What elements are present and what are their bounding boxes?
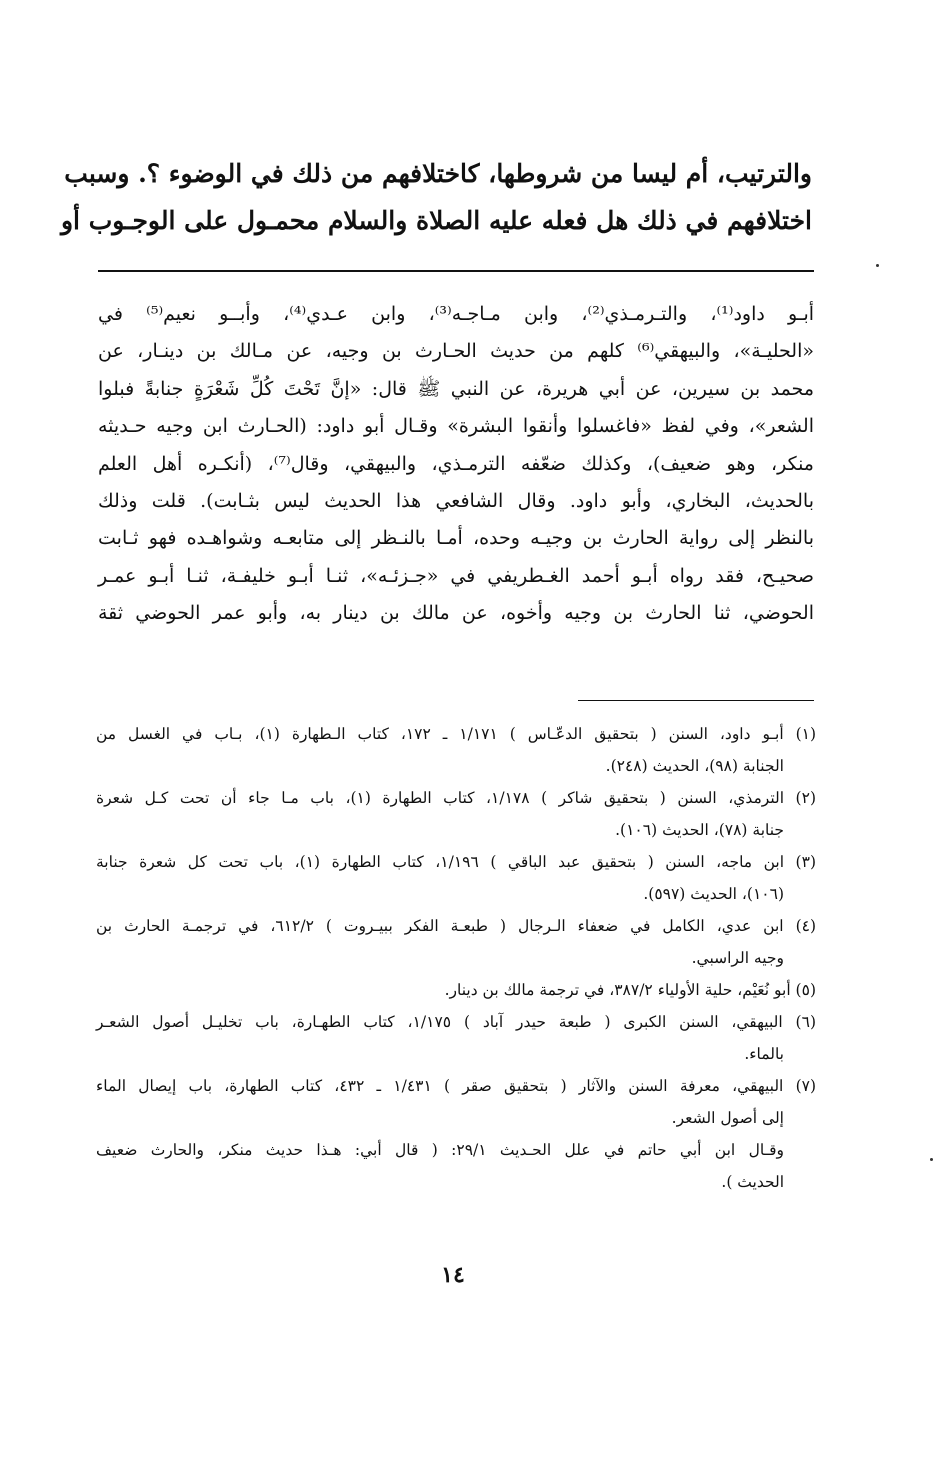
page-number: ١٤ — [441, 1262, 465, 1288]
hadith-commentary — [98, 296, 814, 633]
commentary-line: صحيـح، فقد رواه أبـو أحمد الغـطريفي في «جـزئـه»، ثنـا أبـو خليفـة، ثنـا أبـو عمـر — [98, 564, 814, 587]
footnote-continuation: وجيه الراسبي. — [691, 949, 784, 967]
main-divider — [98, 270, 814, 272]
scan-speck — [930, 1158, 933, 1161]
footnotes — [96, 718, 816, 1198]
footnote-line: (١) أبـو داود، السنن ( بتحقيق الدعّـاس ) ١/١٧١ ـ ١٧٢، كتاب الـطهارة (١)، بـاب في الغسل من — [96, 725, 817, 743]
commentary-line: بالنظر إلى رواية الحارث بن وجيـه وحده، أمـا بالنـظر إلى متابعـه وشواهـده فهو ثـابت — [98, 527, 814, 550]
footnote-line: (٣) ابن ماجه، السنن ( بتحقيق عبد الباقي ) ١/١٩٦، كتاب الطهارة (١)، باب تحت كل شعرة جنابة — [96, 853, 816, 871]
footnote-continuation: جنابة (٧٨)، الحديث (١٠٦). — [615, 821, 784, 839]
main-text — [60, 150, 812, 244]
scan-speck — [876, 264, 879, 267]
footnote-4 — [96, 910, 816, 974]
footnote-line: (٢) الترمذي، السنن ( بتحقيق شاكر ) ١/١٧٨، كتاب الطهارة (١)، باب مـا جاء أن تحت كـل شعرة — [96, 789, 816, 807]
footnote-line: وقـال ابن أبي حاتم في علل الحـديث ٢٩/١: ( قال أبي: هـذا حديث منكر، والحارث ضعيف — [96, 1141, 784, 1159]
footnote-5 — [96, 974, 816, 1006]
main-text-line: اختلافهم في ذلك هل فعله عليه الصلاة والسلام محمـول على الوجـوب أو — [60, 206, 812, 235]
footnote-7-addendum — [96, 1134, 816, 1198]
footnote-7 — [96, 1070, 816, 1134]
main-text-line: والترتيب، أم ليسا من شروطها، كاختلافهم من ذلك في الوضوء ؟. وسبب — [64, 159, 812, 188]
footnote-line: (٦) البيهقي، السنن الكبرى ( طبعة حيدر آباد ) ١/١٧٥، كتاب الطهـارة، باب تخليـل أصول الشعـر — [96, 1013, 816, 1031]
footnote-continuation: (١٠٦)، الحديث (٥٩٧). — [643, 885, 784, 903]
commentary-line: الشعر»، وفي لفظ «فاغسلوا وأنقوا البشرة» وقـال أبو داود: (الحـارث ابن وجيه حـديثه — [98, 415, 814, 438]
commentary-line: بالحديث، البخاري، وأبو داود. وقال الشافعي هذا الحديث ليس بثـابت). قلت وذلك — [98, 490, 814, 513]
commentary-line: محمد بن سيرين، عن أبي هريرة، عن النبي ﷺ قال: «إنَّ تَحْتَ كُلِّ شَعْرَةٍ جنابةً فبلوا — [98, 377, 814, 400]
footnote-3 — [96, 846, 816, 910]
commentary-line: منكر، وهو ضعيف)، وكذلك ضعّفه الترمـذي، والبيهقي، وقال⁽⁷⁾، (أنكـره أهل العلم — [98, 452, 814, 475]
commentary-line: الحوضي، ثنا الحارث بن وجيه وأخوه، عن مالك بن دينار به، وأبو عمر الحوضي ثقة — [98, 602, 814, 625]
footnote-line: (٤) ابن عدي، الكامل في ضعفاء الـرجال ( طبعـة الفكر ببيـروت ) ٦١٢/٢، في ترجمـة الحارث بن — [96, 917, 817, 935]
footnote-6 — [96, 1006, 816, 1070]
footnote-2 — [96, 782, 816, 846]
footnote-1 — [96, 718, 816, 782]
footnote-line: (٥) أبو نُعَيْم، حلية الأولياء ٣٨٧/٢، في ترجمة مالك بن دينار. — [444, 981, 816, 999]
commentary-line: «الحليـة»، والبيهقي⁽⁶⁾ كلهم من حديث الحـارث بن وجيه، عن مـالك بن دينـار، عن — [98, 340, 814, 363]
footnote-continuation: بالماء. — [744, 1045, 784, 1063]
footnote-continuation: إلى أصول الشعر. — [671, 1109, 784, 1127]
commentary-line: أبـو داود⁽¹⁾، والتـرمـذي⁽²⁾، وابن مـاجـه⁽³⁾، وابن عـدي⁽⁴⁾، وأبــو نعيم⁽⁵⁾ في — [98, 303, 815, 325]
footnote-continuation: الحديث ). — [721, 1173, 784, 1191]
footnote-continuation: الجنابة (٩٨)، الحديث (٢٤٨). — [605, 757, 784, 775]
footnote-divider — [578, 700, 814, 701]
footnote-line: (٧) البيهقي، معرفة السنن والآثار ( بتحقيق صقر ) ١/٤٣١ ـ ٤٣٢، كتاب الطهارة، باب إيصال الماء — [96, 1077, 817, 1095]
